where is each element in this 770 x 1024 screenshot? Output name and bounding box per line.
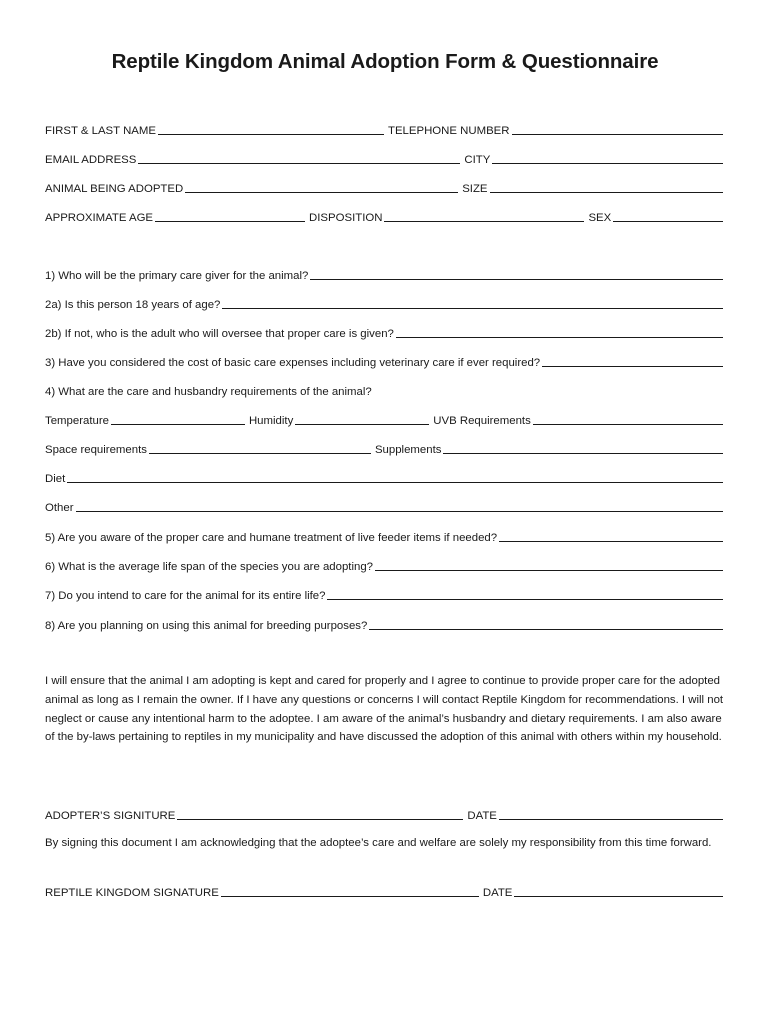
- question-5-input-line[interactable]: [499, 529, 723, 542]
- question-6-row: [45, 557, 723, 573]
- row-adopter-signature-date: [45, 806, 723, 822]
- date-2-label: DATE: [482, 887, 513, 899]
- question-8-input-line[interactable]: [369, 617, 723, 630]
- row-temperature-humidity-uvb: [45, 411, 723, 427]
- size-input-line[interactable]: [490, 180, 723, 193]
- adopter-signature-line[interactable]: [177, 807, 463, 820]
- acknowledgement-paragraph: By signing this document I am acknowledging that the adoptee’s care and welfare are solely my responsibility from this time forward.: [45, 837, 712, 849]
- question-2b-input-line[interactable]: [396, 325, 723, 338]
- animal-label: ANIMAL BEING ADOPTED: [45, 183, 184, 195]
- form-title: Reptile Kingdom Animal Adoption Form & Questionnaire: [111, 50, 659, 73]
- question-3-row: [45, 353, 723, 369]
- row-email-city: [45, 150, 723, 166]
- other-label: Other: [45, 502, 74, 514]
- telephone-label: TELEPHONE NUMBER: [387, 125, 510, 137]
- row-space-supplements: [45, 440, 723, 456]
- question-5-row: [45, 528, 723, 544]
- name-input-line[interactable]: [158, 122, 384, 135]
- row-age-disposition-sex: [45, 208, 723, 224]
- question-8-label: 8) Are you planning on using this animal for breeding purposes?: [45, 620, 368, 632]
- diet-label: Diet: [45, 473, 66, 485]
- uvb-label: UVB Requirements: [433, 415, 531, 427]
- other-input-line[interactable]: [76, 499, 724, 512]
- question-7-input-line[interactable]: [327, 587, 723, 600]
- agreement-paragraph: I will ensure that the animal I am adopting is kept and cared for properly and I agree to continue to provide proper care for the adopted animal as long as I remain the owner. If I have any questions or concerns I will contact Reptile Kingdom for recommendations. I will not neglect or cause any intentional harm to the adoptee. I am aware of the animal’s husbandry and dietary requirements. I am also aware of the by-laws pertaining to reptiles in my municipality and have discussed the adoption of this animal with others within my household.: [45, 675, 724, 744]
- supplements-input-line[interactable]: [443, 441, 723, 454]
- disposition-label: DISPOSITION: [309, 212, 383, 224]
- diet-input-line[interactable]: [67, 470, 723, 483]
- disposition-input-line[interactable]: [384, 209, 584, 222]
- question-7-label: 7) Do you intend to care for the animal for its entire life?: [45, 590, 326, 602]
- date-1-input-line[interactable]: [499, 807, 723, 820]
- uvb-input-line[interactable]: [533, 412, 723, 425]
- email-input-line[interactable]: [138, 151, 460, 164]
- row-name-telephone: [45, 121, 723, 137]
- supplements-label: Supplements: [374, 444, 442, 456]
- question-4-row: [45, 382, 723, 398]
- question-6-label: 6) What is the average life span of the species you are adopting?: [45, 561, 373, 573]
- age-label: APPROXIMATE AGE: [45, 212, 154, 224]
- question-5-label: 5) Are you aware of the proper care and humane treatment of live feeder items if needed?: [45, 532, 498, 544]
- question-1-row: [45, 266, 723, 282]
- date-2-input-line[interactable]: [514, 884, 723, 897]
- other-row: [45, 498, 723, 514]
- question-4-label: 4) What are the care and husbandry requirements of the animal?: [45, 386, 372, 398]
- date-1-label: DATE: [467, 810, 497, 822]
- city-label: CITY: [464, 154, 491, 166]
- question-3-label: 3) Have you considered the cost of basic care expenses including veterinary care if ever required?: [45, 357, 541, 369]
- question-2a-label: 2a) Is this person 18 years of age?: [45, 299, 221, 311]
- question-1-label: 1) Who will be the primary care giver for the animal?: [45, 270, 309, 282]
- age-input-line[interactable]: [155, 209, 305, 222]
- space-label: Space requirements: [45, 444, 147, 456]
- question-2b-row: [45, 324, 723, 340]
- space-input-line[interactable]: [149, 441, 371, 454]
- question-6-input-line[interactable]: [375, 558, 723, 571]
- question-2b-label: 2b) If not, who is the adult who will oversee that proper care is given?: [45, 328, 394, 340]
- question-2a-row: [45, 295, 723, 311]
- question-1-input-line[interactable]: [310, 267, 723, 280]
- email-label: EMAIL ADDRESS: [45, 154, 137, 166]
- reptile-kingdom-signature-line[interactable]: [221, 884, 479, 897]
- size-label: SIZE: [462, 183, 488, 195]
- sex-input-line[interactable]: [613, 209, 723, 222]
- humidity-input-line[interactable]: [295, 412, 429, 425]
- question-7-row: [45, 586, 723, 602]
- reptile-kingdom-signature-label: REPTILE KINGDOM SIGNATURE: [45, 887, 219, 899]
- humidity-label: Humidity: [248, 415, 294, 427]
- telephone-input-line[interactable]: [512, 122, 723, 135]
- adopter-signature-label: ADOPTER’S SIGNITURE: [45, 810, 176, 822]
- animal-input-line[interactable]: [185, 180, 458, 193]
- row-animal-size: [45, 179, 723, 195]
- name-label: FIRST & LAST NAME: [45, 125, 156, 137]
- question-2a-input-line[interactable]: [222, 296, 723, 309]
- city-input-line[interactable]: [492, 151, 723, 164]
- diet-row: [45, 469, 723, 485]
- row-reptile-kingdom-signature-date: [45, 883, 723, 899]
- question-8-row: [45, 616, 723, 632]
- temperature-label: Temperature: [45, 415, 109, 427]
- question-3-input-line[interactable]: [542, 354, 723, 367]
- sex-label: SEX: [588, 212, 612, 224]
- temperature-input-line[interactable]: [111, 412, 245, 425]
